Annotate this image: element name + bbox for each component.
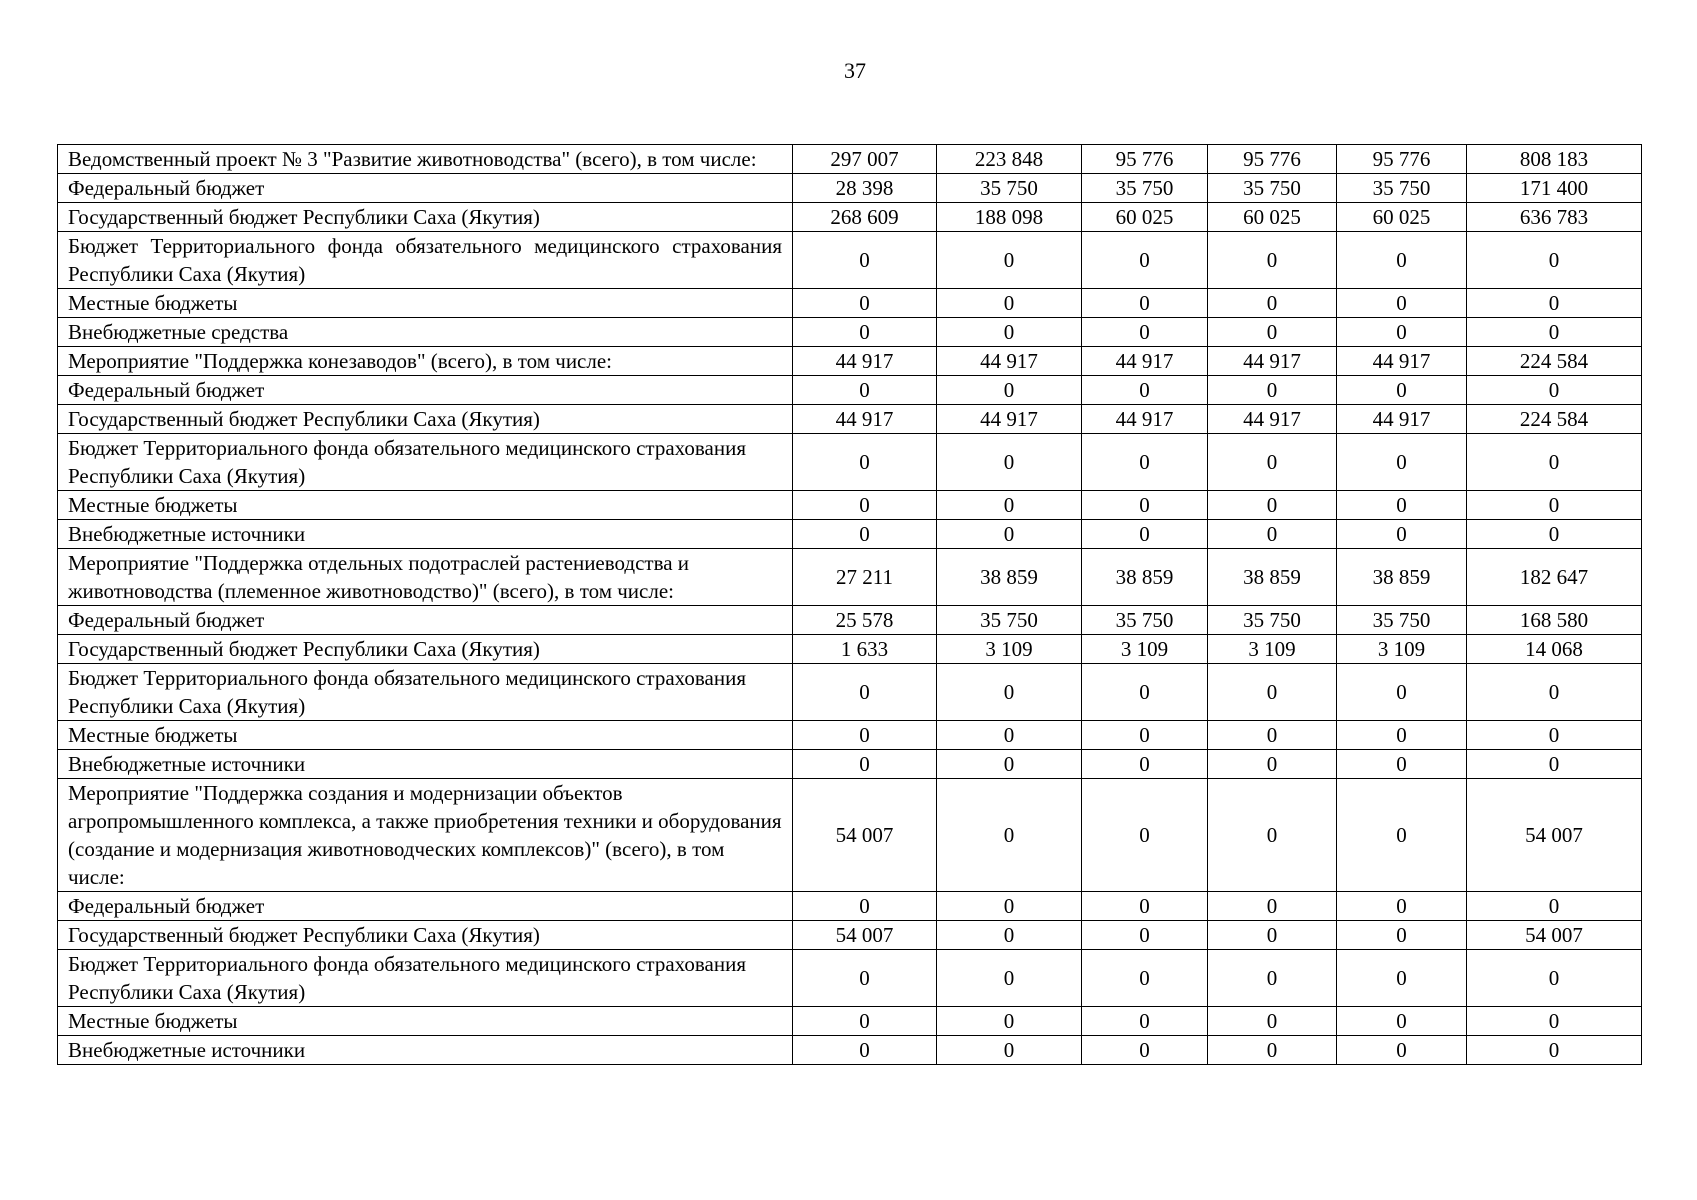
row-value-cell: 0 [937, 232, 1082, 289]
row-total-cell: 14 068 [1467, 635, 1642, 664]
row-value-cell: 0 [1208, 1036, 1337, 1065]
row-value-cell: 0 [1337, 750, 1467, 779]
row-value-cell: 0 [1337, 318, 1467, 347]
row-value-cell: 0 [1208, 232, 1337, 289]
table-row [58, 892, 1642, 921]
row-value-cell: 95 776 [1337, 145, 1467, 174]
row-label: Бюджет Территориального фонда обязательного медицинского страхования Республики Саха (Якутия) [58, 950, 793, 1007]
row-value-cell: 54 007 [793, 779, 937, 892]
row-value-cell: 0 [1082, 950, 1208, 1007]
row-value-cell: 0 [793, 892, 937, 921]
row-value-cell: 0 [793, 664, 937, 721]
row-label: Государственный бюджет Республики Саха (Якутия) [58, 405, 793, 434]
page-number: 37 [844, 58, 866, 83]
row-value-cell: 38 859 [1208, 549, 1337, 606]
row-value-cell: 44 917 [1208, 347, 1337, 376]
row-total-cell: 0 [1467, 232, 1642, 289]
row-value-cell: 44 917 [1337, 405, 1467, 434]
row-value-cell: 297 007 [793, 145, 937, 174]
row-value-cell: 0 [1337, 376, 1467, 405]
row-label: Бюджет Территориального фонда обязательного медицинского страхования Республики Саха (Якутия) [58, 434, 793, 491]
row-label: Федеральный бюджет [58, 376, 793, 405]
row-value-cell: 0 [793, 950, 937, 1007]
row-value-cell: 35 750 [1082, 174, 1208, 203]
budget-table [57, 144, 1642, 1065]
row-value-cell: 35 750 [1208, 174, 1337, 203]
row-value-cell: 38 859 [1337, 549, 1467, 606]
row-value-cell: 0 [937, 491, 1082, 520]
row-value-cell: 44 917 [1082, 347, 1208, 376]
table-row [58, 664, 1642, 721]
table-row [58, 376, 1642, 405]
row-label: Государственный бюджет Республики Саха (Якутия) [58, 635, 793, 664]
row-value-cell: 0 [1337, 779, 1467, 892]
row-value-cell: 0 [937, 318, 1082, 347]
row-value-cell: 268 609 [793, 203, 937, 232]
row-value-cell: 0 [1208, 950, 1337, 1007]
row-value-cell: 0 [1337, 491, 1467, 520]
row-total-cell: 0 [1467, 950, 1642, 1007]
row-total-cell: 636 783 [1467, 203, 1642, 232]
row-value-cell: 44 917 [937, 405, 1082, 434]
row-total-cell: 0 [1467, 434, 1642, 491]
row-value-cell: 0 [1337, 950, 1467, 1007]
row-value-cell: 0 [793, 232, 937, 289]
row-value-cell: 0 [1082, 434, 1208, 491]
row-value-cell: 0 [1208, 289, 1337, 318]
row-value-cell: 0 [1208, 921, 1337, 950]
row-value-cell: 95 776 [1082, 145, 1208, 174]
row-value-cell: 44 917 [793, 405, 937, 434]
row-value-cell: 0 [1082, 289, 1208, 318]
row-total-cell: 808 183 [1467, 145, 1642, 174]
row-label: Бюджет Территориального фонда обязательного медицинского страхования Республики Саха (Якутия) [58, 232, 793, 289]
row-total-cell: 224 584 [1467, 405, 1642, 434]
row-label: Федеральный бюджет [58, 606, 793, 635]
row-value-cell: 0 [937, 434, 1082, 491]
row-value-cell: 0 [793, 318, 937, 347]
row-total-cell: 168 580 [1467, 606, 1642, 635]
row-total-cell: 0 [1467, 750, 1642, 779]
table-row [58, 1036, 1642, 1065]
row-value-cell: 0 [1082, 232, 1208, 289]
row-total-cell: 224 584 [1467, 347, 1642, 376]
row-label: Государственный бюджет Республики Саха (Якутия) [58, 203, 793, 232]
table-row [58, 750, 1642, 779]
table-row [58, 289, 1642, 318]
row-value-cell: 0 [1337, 721, 1467, 750]
table-row [58, 921, 1642, 950]
row-value-cell: 0 [793, 376, 937, 405]
row-value-cell: 0 [1082, 1007, 1208, 1036]
row-value-cell: 223 848 [937, 145, 1082, 174]
row-value-cell: 60 025 [1082, 203, 1208, 232]
row-value-cell: 0 [1208, 779, 1337, 892]
row-total-cell: 54 007 [1467, 921, 1642, 950]
row-value-cell: 0 [793, 1036, 937, 1065]
row-value-cell: 3 109 [1082, 635, 1208, 664]
row-total-cell: 0 [1467, 520, 1642, 549]
row-label: Федеральный бюджет [58, 174, 793, 203]
row-value-cell: 0 [1337, 892, 1467, 921]
row-label: Местные бюджеты [58, 1007, 793, 1036]
row-value-cell: 0 [937, 289, 1082, 318]
row-value-cell: 0 [1337, 232, 1467, 289]
row-value-cell: 0 [793, 721, 937, 750]
row-value-cell: 38 859 [1082, 549, 1208, 606]
row-value-cell: 44 917 [793, 347, 937, 376]
row-value-cell: 0 [1082, 779, 1208, 892]
row-value-cell: 0 [1208, 664, 1337, 721]
row-value-cell: 35 750 [1337, 174, 1467, 203]
row-value-cell: 0 [1082, 750, 1208, 779]
row-value-cell: 44 917 [1082, 405, 1208, 434]
table-row [58, 721, 1642, 750]
table-row [58, 635, 1642, 664]
row-value-cell: 44 917 [937, 347, 1082, 376]
row-value-cell: 0 [1082, 491, 1208, 520]
row-total-cell: 0 [1467, 892, 1642, 921]
row-value-cell: 60 025 [1208, 203, 1337, 232]
table-row [58, 950, 1642, 1007]
row-value-cell: 0 [1082, 1036, 1208, 1065]
row-value-cell: 0 [793, 750, 937, 779]
row-label: Внебюджетные источники [58, 1036, 793, 1065]
row-value-cell: 28 398 [793, 174, 937, 203]
table-row [58, 203, 1642, 232]
table-row [58, 549, 1642, 606]
row-value-cell: 0 [793, 491, 937, 520]
budget-table-body [58, 145, 1642, 1065]
row-value-cell: 35 750 [1082, 606, 1208, 635]
row-label: Федеральный бюджет [58, 892, 793, 921]
row-value-cell: 0 [937, 721, 1082, 750]
row-label: Местные бюджеты [58, 721, 793, 750]
row-label: Внебюджетные источники [58, 750, 793, 779]
row-value-cell: 0 [1208, 892, 1337, 921]
row-value-cell: 0 [1082, 664, 1208, 721]
row-label: Местные бюджеты [58, 289, 793, 318]
row-total-cell: 0 [1467, 721, 1642, 750]
row-total-cell: 0 [1467, 1007, 1642, 1036]
table-row [58, 318, 1642, 347]
row-value-cell: 0 [1337, 289, 1467, 318]
row-value-cell: 0 [1337, 664, 1467, 721]
row-total-cell: 171 400 [1467, 174, 1642, 203]
row-value-cell: 54 007 [793, 921, 937, 950]
row-value-cell: 35 750 [937, 606, 1082, 635]
row-value-cell: 188 098 [937, 203, 1082, 232]
row-label: Внебюджетные средства [58, 318, 793, 347]
row-value-cell: 0 [1082, 376, 1208, 405]
table-row [58, 434, 1642, 491]
row-value-cell: 0 [1082, 721, 1208, 750]
row-value-cell: 0 [1337, 434, 1467, 491]
row-value-cell: 0 [1082, 892, 1208, 921]
row-total-cell: 0 [1467, 318, 1642, 347]
row-value-cell: 0 [937, 376, 1082, 405]
row-value-cell: 0 [1082, 318, 1208, 347]
row-total-cell: 0 [1467, 491, 1642, 520]
row-value-cell: 0 [1208, 434, 1337, 491]
row-value-cell: 0 [937, 664, 1082, 721]
row-value-cell: 44 917 [1337, 347, 1467, 376]
row-value-cell: 0 [937, 892, 1082, 921]
row-value-cell: 0 [937, 520, 1082, 549]
row-value-cell: 0 [1208, 376, 1337, 405]
row-value-cell: 0 [793, 520, 937, 549]
table-row [58, 232, 1642, 289]
row-value-cell: 0 [1208, 318, 1337, 347]
row-label: Мероприятие "Поддержка отдельных подотраслей растениеводства и животноводства (племенное животноводство)" (всего), в том числе: [58, 549, 793, 606]
table-row [58, 779, 1642, 892]
row-value-cell: 95 776 [1208, 145, 1337, 174]
row-value-cell: 3 109 [1337, 635, 1467, 664]
row-value-cell: 0 [937, 779, 1082, 892]
row-value-cell: 3 109 [937, 635, 1082, 664]
row-label: Бюджет Территориального фонда обязательного медицинского страхования Республики Саха (Якутия) [58, 664, 793, 721]
row-value-cell: 0 [1208, 491, 1337, 520]
row-value-cell: 0 [1208, 1007, 1337, 1036]
table-row [58, 347, 1642, 376]
row-value-cell: 0 [1208, 520, 1337, 549]
table-row [58, 491, 1642, 520]
row-value-cell: 0 [1082, 520, 1208, 549]
row-value-cell: 0 [1337, 1036, 1467, 1065]
row-value-cell: 0 [793, 434, 937, 491]
row-value-cell: 0 [937, 921, 1082, 950]
row-total-cell: 0 [1467, 289, 1642, 318]
row-value-cell: 3 109 [1208, 635, 1337, 664]
row-value-cell: 35 750 [1337, 606, 1467, 635]
table-row [58, 145, 1642, 174]
row-total-cell: 0 [1467, 664, 1642, 721]
row-value-cell: 0 [793, 1007, 937, 1036]
table-row [58, 1007, 1642, 1036]
table-row [58, 405, 1642, 434]
row-value-cell: 1 633 [793, 635, 937, 664]
row-label: Мероприятие "Поддержка создания и модернизации объектов агропромышленного комплекса, а также приобретения техники и оборудования (создание и модернизация животноводческих комплексов)" (всего), в том числе: [58, 779, 793, 892]
row-label: Государственный бюджет Республики Саха (Якутия) [58, 921, 793, 950]
row-total-cell: 182 647 [1467, 549, 1642, 606]
row-value-cell: 38 859 [937, 549, 1082, 606]
row-total-cell: 54 007 [1467, 779, 1642, 892]
row-value-cell: 0 [1208, 750, 1337, 779]
row-value-cell: 60 025 [1337, 203, 1467, 232]
row-label: Внебюджетные источники [58, 520, 793, 549]
row-value-cell: 0 [937, 750, 1082, 779]
row-value-cell: 0 [937, 950, 1082, 1007]
row-value-cell: 25 578 [793, 606, 937, 635]
row-value-cell: 0 [937, 1036, 1082, 1065]
row-value-cell: 35 750 [1208, 606, 1337, 635]
row-value-cell: 0 [1337, 1007, 1467, 1036]
row-total-cell: 0 [1467, 376, 1642, 405]
table-row [58, 174, 1642, 203]
row-value-cell: 0 [1208, 721, 1337, 750]
row-value-cell: 0 [1337, 921, 1467, 950]
table-row [58, 606, 1642, 635]
row-value-cell: 0 [793, 289, 937, 318]
row-label: Мероприятие "Поддержка конезаводов" (всего), в том числе: [58, 347, 793, 376]
row-label: Ведомственный проект № 3 "Развитие животноводства" (всего), в том числе: [58, 145, 793, 174]
row-total-cell: 0 [1467, 1036, 1642, 1065]
row-value-cell: 0 [1082, 921, 1208, 950]
row-label: Местные бюджеты [58, 491, 793, 520]
row-value-cell: 0 [937, 1007, 1082, 1036]
row-value-cell: 35 750 [937, 174, 1082, 203]
table-row [58, 520, 1642, 549]
row-value-cell: 0 [1337, 520, 1467, 549]
row-value-cell: 27 211 [793, 549, 937, 606]
row-value-cell: 44 917 [1208, 405, 1337, 434]
